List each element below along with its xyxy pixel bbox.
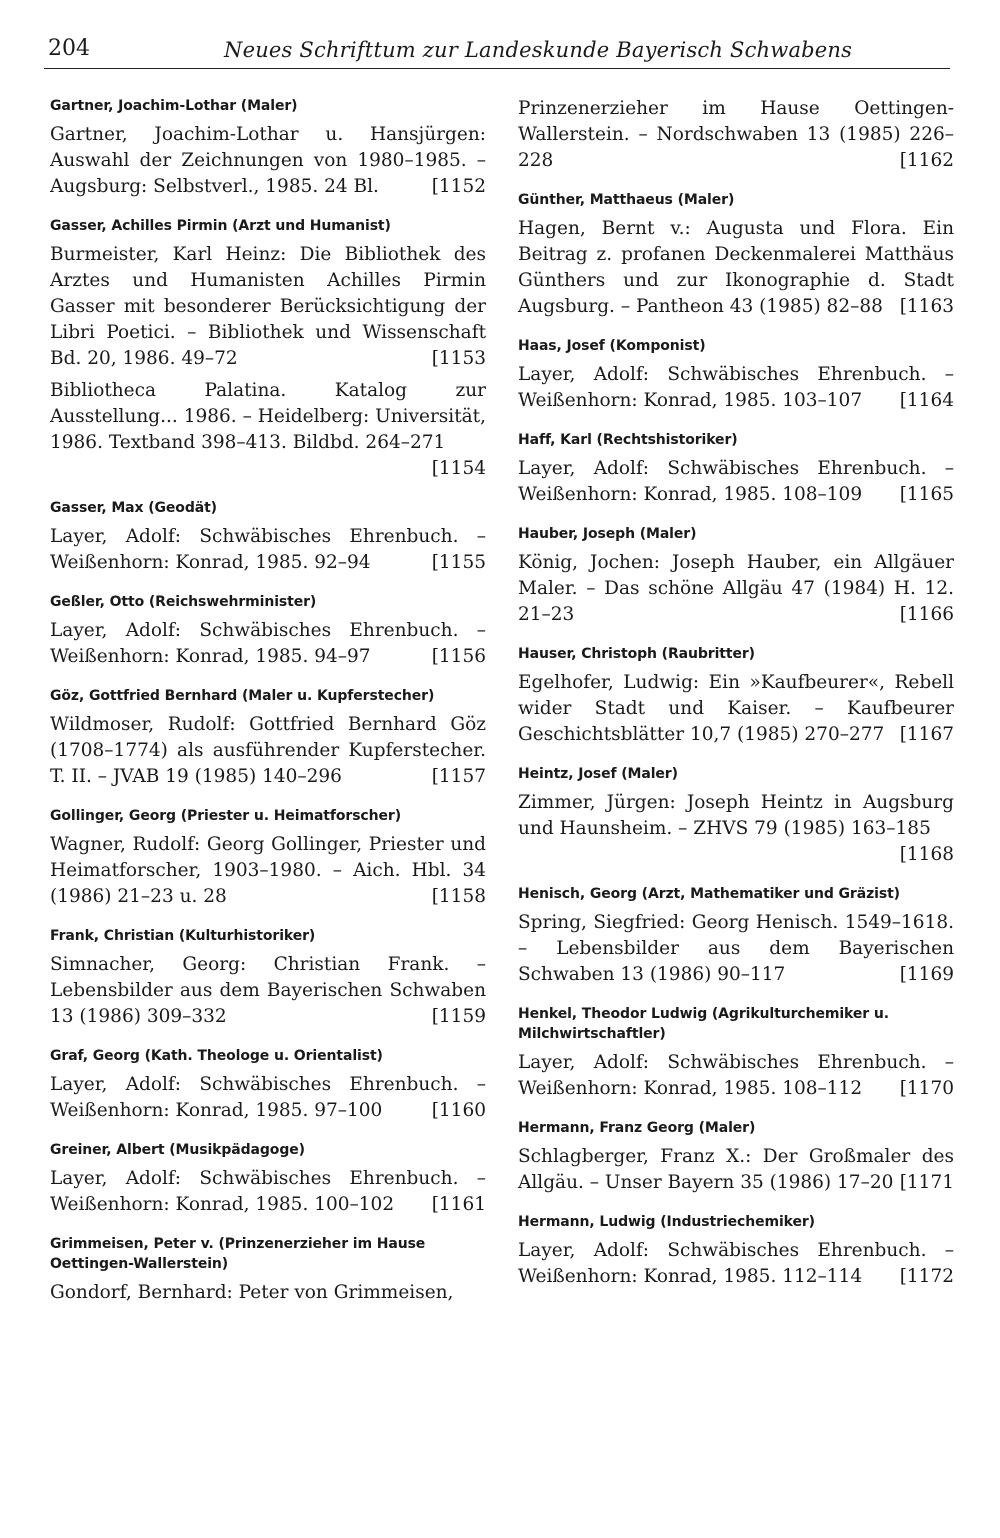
reference-number: [1164 bbox=[899, 390, 954, 411]
bibliography-entry bbox=[50, 498, 486, 576]
reference-number: [1161 bbox=[431, 1194, 486, 1215]
entry-heading: Gasser, Achilles Pirmin (Arzt und Humanist) bbox=[50, 218, 391, 234]
entry-heading: Günther, Matthaeus (Maler) bbox=[518, 192, 735, 208]
reference-number: [1167 bbox=[899, 724, 954, 745]
bibliography-entry bbox=[50, 806, 486, 910]
left-column bbox=[50, 96, 486, 1322]
entry-heading: Hauser, Christoph (Raubritter) bbox=[518, 646, 755, 662]
reference-text bbox=[50, 242, 486, 372]
reference-citation: Burmeister, Karl Heinz: Die Bibliothek des Arztes und Humanisten Achilles Pirmin Gasser mit besonderer Berücksichtigung der Libri Poetici. – Bibliothek und Wissenschaft Bd. 20, 1986. 49–72 bbox=[50, 244, 486, 369]
entry-heading: Haff, Karl (Rechtshistoriker) bbox=[518, 432, 738, 448]
bibliography-entry bbox=[518, 644, 954, 748]
entry-heading: Henkel, Theodor Ludwig (Agrikulturchemiker u. Milchwirtschaftler) bbox=[518, 1006, 889, 1042]
reference-citation: Gondorf, Bernhard: Peter von Grimmeisen, bbox=[50, 1282, 454, 1303]
reference-citation: Spring, Siegfried: Georg Henisch. 1549–1618. – Lebensbilder aus dem Bayerischen Schwaben 13 (1986) 90–117 bbox=[518, 912, 954, 985]
reference-text bbox=[518, 362, 954, 414]
entry-heading: Heintz, Josef (Maler) bbox=[518, 766, 678, 782]
entry-heading: Frank, Christian (Kulturhistoriker) bbox=[50, 928, 316, 944]
bibliography-entry bbox=[50, 686, 486, 790]
page-number: 204 bbox=[48, 36, 90, 61]
reference-citation: Egelhofer, Ludwig: Ein »Kaufbeurer«, Rebell wider Stadt und Kaiser. – Kaufbeurer Geschichtsblätter 10,7 (1985) 270–277 bbox=[518, 672, 954, 745]
bibliography-entry bbox=[518, 884, 954, 988]
reference-text bbox=[518, 910, 954, 988]
reference-number: [1170 bbox=[899, 1078, 954, 1099]
bibliography-entry bbox=[518, 336, 954, 414]
reference-text bbox=[518, 216, 954, 320]
bibliography-entry bbox=[518, 1118, 954, 1196]
reference-citation: Schlagberger, Franz X.: Der Großmaler des Allgäu. – Unser Bayern 35 (1986) 17–20 bbox=[518, 1146, 954, 1193]
reference-citation: Layer, Adolf: Schwäbisches Ehrenbuch. – Weißenhorn: Konrad, 1985. 100–102 bbox=[50, 1168, 486, 1215]
reference-citation: Prinzenerzieher im Hause Oettingen-Wallerstein. – Nordschwaben 13 (1985) 226–228 bbox=[518, 98, 954, 171]
reference-citation: Layer, Adolf: Schwäbisches Ehrenbuch. – Weißenhorn: Konrad, 1985. 92–94 bbox=[50, 526, 486, 573]
right-column bbox=[518, 96, 954, 1306]
entry-heading: Grimmeisen, Peter v. (Prinzenerzieher im Hause Oettingen-Wallerstein) bbox=[50, 1236, 426, 1272]
bibliography-entry bbox=[50, 1046, 486, 1124]
reference-text bbox=[518, 1050, 954, 1102]
reference-text bbox=[50, 1072, 486, 1124]
bibliography-entry bbox=[50, 592, 486, 670]
reference-text bbox=[518, 96, 954, 174]
bibliography-entry bbox=[518, 96, 954, 174]
reference-number: [1159 bbox=[431, 1006, 486, 1027]
bibliography-entry bbox=[518, 430, 954, 508]
reference-text bbox=[50, 378, 486, 482]
reference-number: [1165 bbox=[899, 484, 954, 505]
bibliography-entry bbox=[50, 926, 486, 1030]
bibliography-entry bbox=[50, 1140, 486, 1218]
reference-number: [1162 bbox=[899, 150, 954, 171]
bibliography-entry bbox=[518, 524, 954, 628]
entry-heading: Haas, Josef (Komponist) bbox=[518, 338, 706, 354]
reference-number: [1154 bbox=[431, 458, 486, 479]
header-rule bbox=[44, 68, 950, 69]
reference-citation: Wildmoser, Rudolf: Gottfried Bernhard Göz (1708–1774) als ausführender Kupferstecher. T. II. – JVAB 19 (1985) 140–296 bbox=[50, 714, 486, 787]
entry-heading: Gartner, Joachim-Lothar (Maler) bbox=[50, 98, 298, 114]
page-header bbox=[44, 36, 950, 68]
entry-heading: Hermann, Franz Georg (Maler) bbox=[518, 1120, 756, 1136]
bibliography-entry bbox=[518, 1004, 954, 1102]
entry-heading: Graf, Georg (Kath. Theologe u. Orientalist) bbox=[50, 1048, 383, 1064]
reference-citation: Wagner, Rudolf: Georg Gollinger, Priester und Heimatforscher, 1903–1980. – Aich. Hbl. 34 (1986) 21–23 u. 28 bbox=[50, 834, 486, 907]
reference-number: [1157 bbox=[431, 766, 486, 787]
reference-number: [1156 bbox=[431, 646, 486, 667]
running-title: Neues Schrifttum zur Landeskunde Bayerisch Schwabens bbox=[224, 38, 853, 62]
entry-heading: Greiner, Albert (Musikpädagoge) bbox=[50, 1142, 305, 1158]
reference-citation: Layer, Adolf: Schwäbisches Ehrenbuch. – Weißenhorn: Konrad, 1985. 103–107 bbox=[518, 364, 954, 411]
bibliography-entry bbox=[518, 764, 954, 868]
entry-heading: Gollinger, Georg (Priester u. Heimatforscher) bbox=[50, 808, 401, 824]
bibliography-entry bbox=[518, 1212, 954, 1290]
entry-heading: Hermann, Ludwig (Industriechemiker) bbox=[518, 1214, 815, 1230]
reference-citation: Layer, Adolf: Schwäbisches Ehrenbuch. – Weißenhorn: Konrad, 1985. 108–112 bbox=[518, 1052, 954, 1099]
reference-text bbox=[518, 1238, 954, 1290]
reference-text bbox=[50, 832, 486, 910]
reference-number: [1166 bbox=[899, 604, 954, 625]
reference-number: [1171 bbox=[899, 1172, 954, 1193]
reference-number: [1168 bbox=[899, 844, 954, 865]
reference-number: [1160 bbox=[431, 1100, 486, 1121]
entry-heading: Henisch, Georg (Arzt, Mathematiker und Gräzist) bbox=[518, 886, 900, 902]
reference-number: [1158 bbox=[431, 886, 486, 907]
reference-citation: Simnacher, Georg: Christian Frank. – Lebensbilder aus dem Bayerischen Schwaben 13 (1986) 309–332 bbox=[50, 954, 486, 1027]
reference-citation: König, Jochen: Joseph Hauber, ein Allgäuer Maler. – Das schöne Allgäu 47 (1984) H. 12. 21–23 bbox=[518, 552, 954, 625]
reference-text bbox=[518, 456, 954, 508]
reference-citation: Gartner, Joachim-Lothar u. Hansjürgen: Auswahl der Zeichnungen von 1980–1985. – Augsburg: Selbstverl., 1985. 24 Bl. bbox=[50, 124, 486, 197]
reference-citation: Layer, Adolf: Schwäbisches Ehrenbuch. – Weißenhorn: Konrad, 1985. 112–114 bbox=[518, 1240, 954, 1287]
reference-number: [1152 bbox=[431, 176, 486, 197]
reference-citation: Hagen, Bernt v.: Augusta und Flora. Ein Beitrag z. profanen Deckenmalerei Matthäus Günthers und zur Ikonographie d. Stadt Augsburg. – Pantheon 43 (1985) 82–88 bbox=[518, 218, 954, 317]
reference-number: [1163 bbox=[899, 296, 954, 317]
reference-text bbox=[50, 618, 486, 670]
reference-text bbox=[50, 524, 486, 576]
reference-text bbox=[50, 952, 486, 1030]
reference-number: [1172 bbox=[899, 1266, 954, 1287]
reference-number: [1155 bbox=[431, 552, 486, 573]
bibliography-entry bbox=[50, 216, 486, 482]
reference-text bbox=[50, 1280, 486, 1306]
bibliography-entry bbox=[50, 96, 486, 200]
reference-text bbox=[50, 712, 486, 790]
entry-heading: Göz, Gottfried Bernhard (Maler u. Kupferstecher) bbox=[50, 688, 435, 704]
bibliography-entry bbox=[518, 190, 954, 320]
reference-citation: Layer, Adolf: Schwäbisches Ehrenbuch. – Weißenhorn: Konrad, 1985. 97–100 bbox=[50, 1074, 486, 1121]
reference-citation: Layer, Adolf: Schwäbisches Ehrenbuch. – Weißenhorn: Konrad, 1985. 94–97 bbox=[50, 620, 486, 667]
reference-number: [1169 bbox=[899, 964, 954, 985]
reference-number: [1153 bbox=[431, 348, 486, 369]
reference-citation: Layer, Adolf: Schwäbisches Ehrenbuch. – Weißenhorn: Konrad, 1985. 108–109 bbox=[518, 458, 954, 505]
reference-text bbox=[50, 122, 486, 200]
entry-heading: Geßler, Otto (Reichswehrminister) bbox=[50, 594, 317, 610]
entry-heading: Gasser, Max (Geodät) bbox=[50, 500, 217, 516]
reference-citation: Zimmer, Jürgen: Joseph Heintz in Augsburg und Haunsheim. – ZHVS 79 (1985) 163–185 bbox=[518, 792, 954, 839]
reference-citation: Bibliotheca Palatina. Katalog zur Ausstellung... 1986. – Heidelberg: Universität, 1986. Textband 398–413. Bildbd. 264–271 bbox=[50, 380, 486, 453]
entry-heading: Hauber, Joseph (Maler) bbox=[518, 526, 697, 542]
bibliography-entry bbox=[50, 1234, 486, 1306]
reference-text bbox=[518, 790, 954, 868]
reference-text bbox=[518, 1144, 954, 1196]
reference-text bbox=[518, 670, 954, 748]
reference-text bbox=[518, 550, 954, 628]
reference-text bbox=[50, 1166, 486, 1218]
